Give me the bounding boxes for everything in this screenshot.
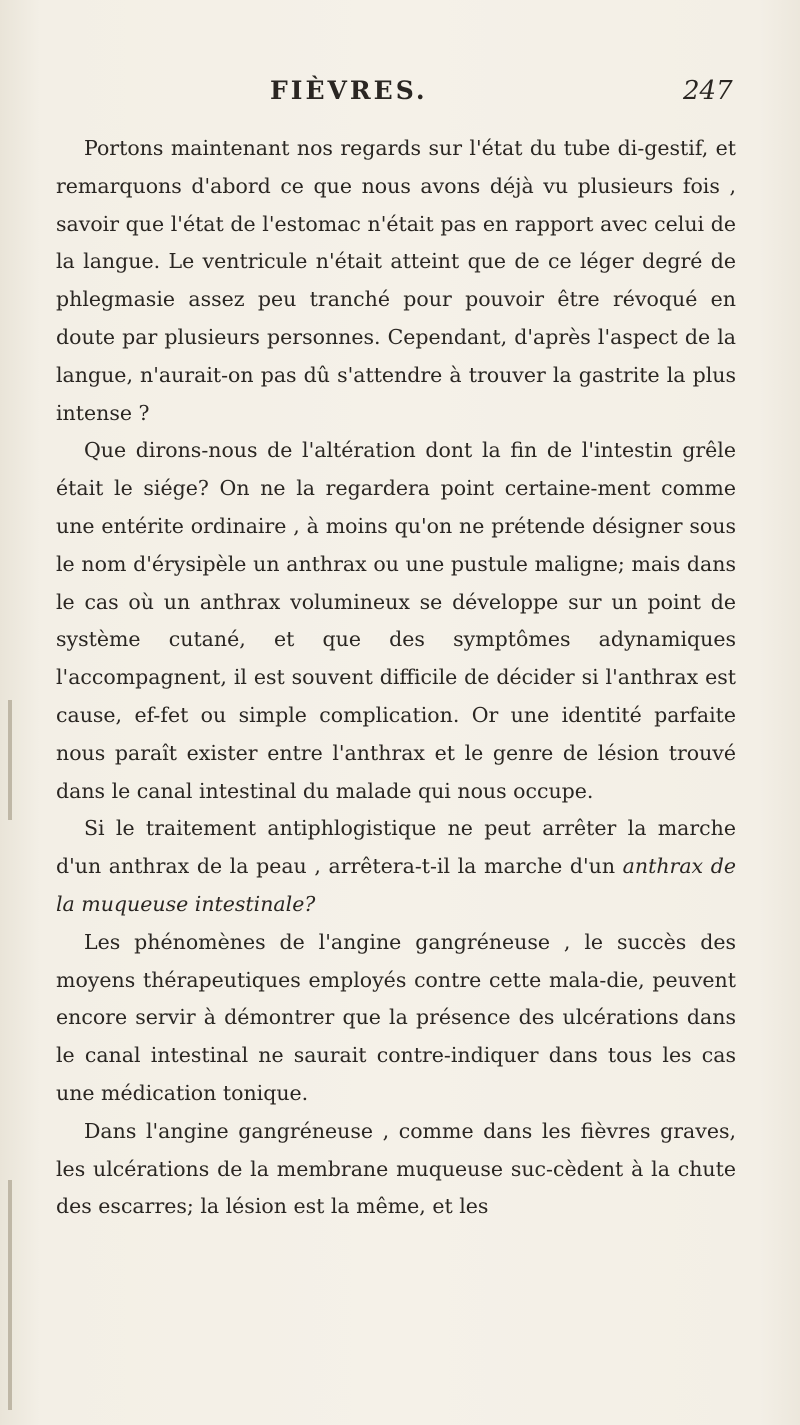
page-header: [0, 76, 800, 126]
paragraph: Que dirons-nous de l'altération dont la fin de l'intestin grêle était le siége? On ne la regardera point certaine-ment comme une entérite ordinaire , à moins qu'on ne prétende désigner sous le nom d'érysipèle un anthrax ou une pustule maligne; mais dans le cas où un anthrax volumineux se développe sur un point de système cutané, et que des symptômes adynamiques l'accompagnent, il est souvent difficile de décider si l'anthrax est cause, ef-fet ou simple complication. Or une identité parfaite nous paraît exister entre l'anthrax et le genre de lésion trouvé dans le canal intestinal du malade qui nous occupe.: [56, 438, 736, 803]
running-title: FIÈVRES.: [270, 76, 428, 105]
page-edge-shadow: [8, 700, 12, 820]
paragraph: [56, 810, 736, 923]
paragraph: Portons maintenant nos regards sur l'état du tube di-gestif, et remarquons d'abord ce que nous avons déjà vu plusieurs fois , savoir que l'état de l'estomac n'était pas en rapport avec celui de la langue. Le ventricule n'était atteint que de ce léger degré de phlegmasie assez peu tranché pour pouvoir être révoqué en doute par plusieurs personnes. Cependant, d'après l'aspect de la langue, n'aurait-on pas dû s'attendre à trouver la gastrite la plus intense ?: [56, 136, 736, 425]
paragraph: Dans l'angine gangréneuse , comme dans les fièvres graves, les ulcérations de la membrane muqueuse suc-cèdent à la chute des escarres; la lésion est la même, et les: [56, 1118, 736, 1219]
page-edge-shadow: [8, 1180, 12, 1410]
italic-phrase: anthrax de la muqueuse intestinale?: [56, 854, 736, 916]
body-text: [56, 130, 736, 1226]
paragraph: Les phénomènes de l'angine gangréneuse , le succès des moyens thérapeutiques employés contre cette mala-die, peuvent encore servir à démontrer que la présence des ulcérations dans le canal intestinal ne saurait contre-indiquer dans tous les cas une médication tonique.: [56, 929, 736, 1105]
page-number: 247: [683, 76, 733, 106]
paragraph-text: Si le traitement antiphlogistique ne peut arrêter la marche d'un anthrax de la peau , arrêtera-t-il la marche d'un: [56, 816, 736, 879]
